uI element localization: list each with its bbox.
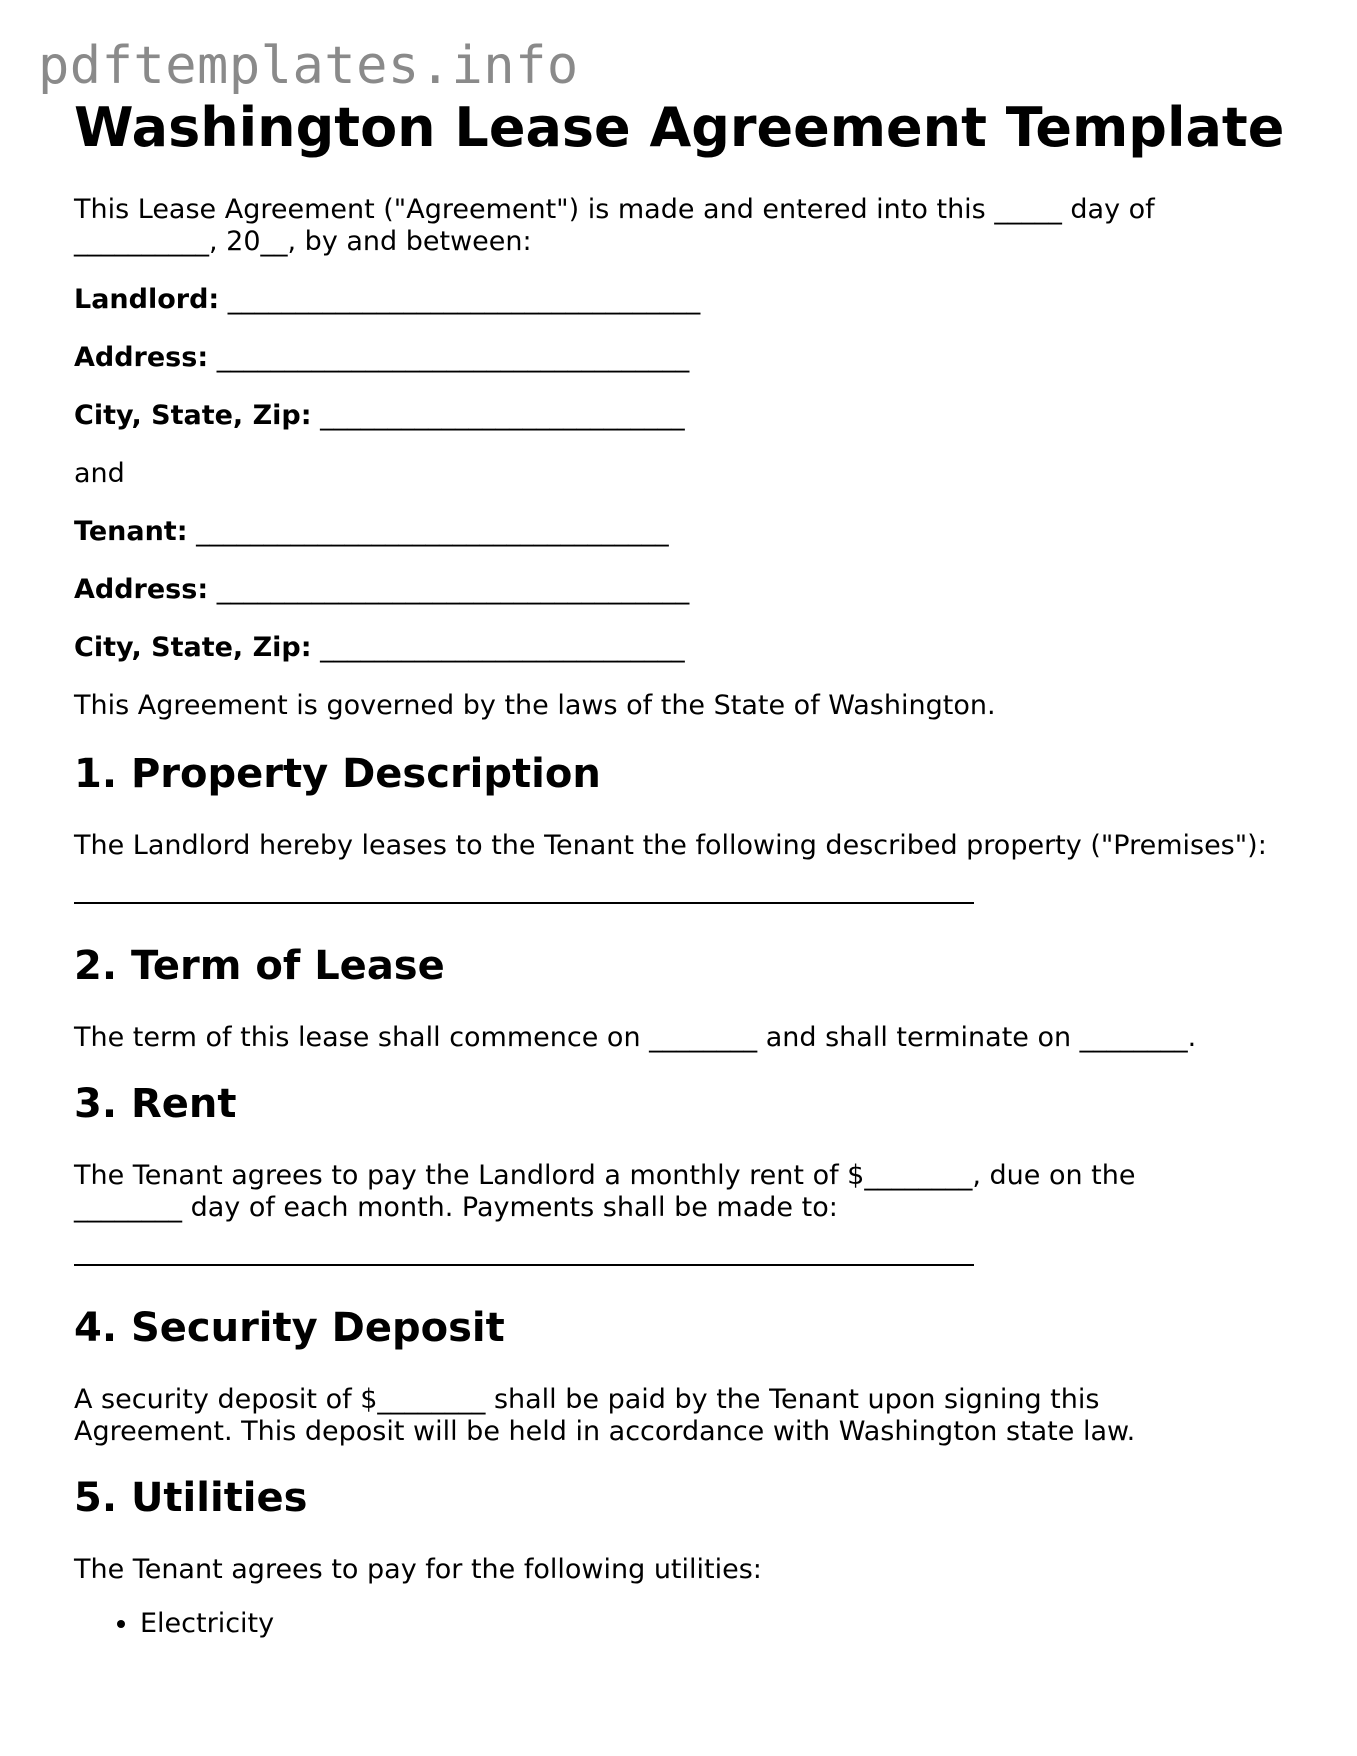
intro-paragraph: This Lease Agreement ("Agreement") is made and entered into this _____ day of __________, 20__, by and between: (74, 194, 1155, 257)
section-deposit-heading: 4. Security Deposit (74, 1305, 505, 1351)
watermark-text: pdftemplates.info (38, 36, 579, 96)
tenant-address-label: Address: (74, 574, 209, 605)
section-rent-heading: 3. Rent (74, 1081, 237, 1127)
utilities-list (74, 1608, 1304, 1640)
section-property-body: The Landlord hereby leases to the Tenant the following described property ("Premises"): (74, 830, 1267, 861)
landlord-name-blank: ___________________________________ (219, 284, 701, 315)
landlord-address-label: Address: (74, 342, 209, 373)
page-title: Washington Lease Agreement Template (74, 96, 1285, 159)
tenant-address-blank: ___________________________________ (208, 574, 690, 605)
section-rent-body: The Tenant agrees to pay the Landlord a monthly rent of $________, due on the ________ day of each month. Payments shall be made to: (74, 1160, 1136, 1223)
rent-payee-blank-line (74, 1264, 974, 1266)
landlord-name-label: Landlord: (74, 284, 220, 315)
list-item: • Electricity (140, 1608, 1304, 1640)
governing-law-text: This Agreement is governed by the laws of the State of Washington. (74, 690, 996, 721)
tenant-name-label: Tenant: (74, 516, 188, 547)
landlord-city-line (74, 400, 1304, 432)
tenant-city-label: City, State, Zip: (74, 632, 312, 663)
and-text: and (74, 458, 125, 489)
document-page (74, 98, 1304, 1640)
section-term-heading: 2. Term of Lease (74, 943, 445, 989)
landlord-city-blank: ___________________________ (311, 400, 685, 431)
tenant-name-blank: ___________________________________ (187, 516, 669, 547)
tenant-address-line (74, 574, 1304, 606)
landlord-name-line (74, 284, 1304, 316)
landlord-address-blank: ___________________________________ (208, 342, 690, 373)
tenant-name-line (74, 516, 1304, 548)
tenant-city-blank: ___________________________ (311, 632, 685, 663)
section-property-heading: 1. Property Description (74, 751, 601, 797)
tenant-city-line (74, 632, 1304, 664)
landlord-address-line (74, 342, 1304, 374)
section-term-body: The term of this lease shall commence on ________ and shall terminate on ________. (74, 1022, 1197, 1053)
property-description-blank-line (74, 902, 974, 904)
section-utilities-heading: 5. Utilities (74, 1475, 308, 1521)
section-utilities-body: The Tenant agrees to pay for the following utilities: (74, 1554, 762, 1585)
section-deposit-body: A security deposit of $________ shall be paid by the Tenant upon signing this Agreement. This deposit will be held in accordance with Washington state law. (74, 1384, 1136, 1447)
landlord-city-label: City, State, Zip: (74, 400, 312, 431)
